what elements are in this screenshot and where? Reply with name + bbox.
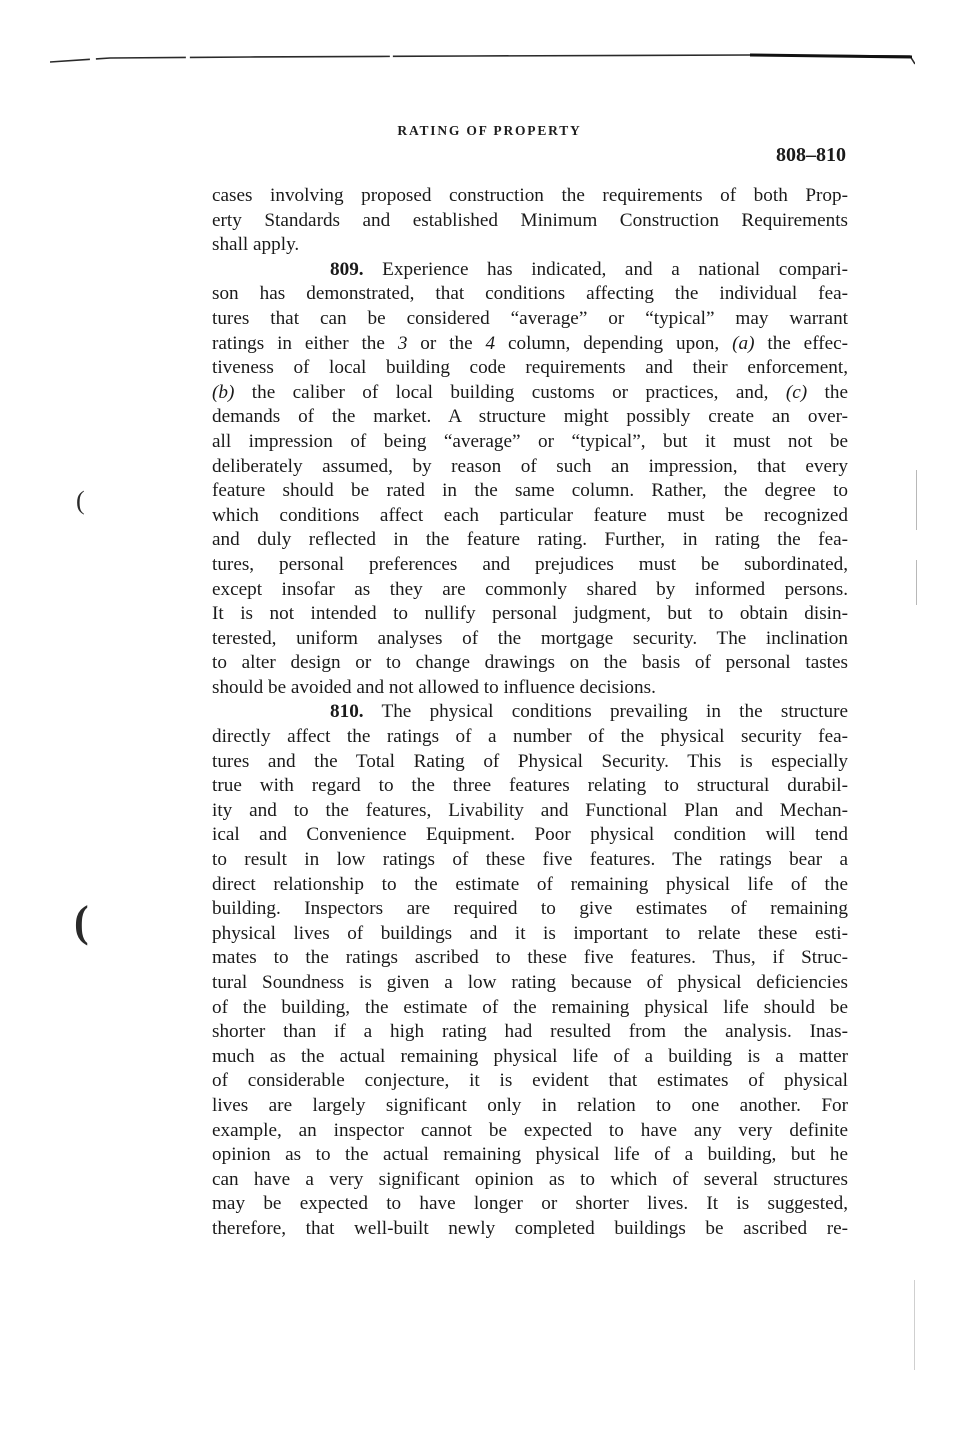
inline-text: the caliber of local building customs or practices, and,: [251, 381, 769, 403]
running-title: RATING OF PROPERTY: [397, 123, 582, 138]
text-line: tiveness of local building code requirements and their enforcement,: [212, 357, 848, 379]
text-line: lives are largely significant only in relation to one another. For: [212, 1094, 848, 1116]
text-line: deliberately assumed, by reason of such an impression, that every: [212, 455, 848, 477]
column-number: 3: [397, 332, 408, 354]
top-scan-rule: [50, 52, 915, 66]
text-line: Experience has indicated, and a national compari-: [382, 258, 848, 280]
text-line: may be expected to have longer or shorter lives. It is suggested,: [212, 1193, 848, 1215]
paragraph-number-809: 809.: [330, 258, 364, 280]
inline-text: ratings in either the: [212, 332, 385, 354]
text-line: therefore, that well-built newly completed buildings be ascribed re-: [212, 1217, 848, 1239]
text-line: feature should be rated in the same column. Rather, the degree to: [212, 480, 848, 502]
list-marker: (b): [212, 381, 235, 403]
text-line: erty Standards and established Minimum Construction Requirements: [212, 209, 848, 231]
text-line: except insofar as they are commonly shared by informed persons.: [212, 578, 848, 600]
list-marker: (c): [785, 381, 808, 403]
paragraph-number-810: 810.: [330, 701, 364, 723]
inline-text: the effec-: [767, 332, 849, 354]
body-text: [212, 184, 848, 1242]
text-line: tures and the Total Rating of Physical Security. This is especially: [212, 750, 848, 772]
text-line: It is not intended to nullify personal judgment, but to obtain disin-: [212, 603, 848, 625]
text-line: and duly reflected in the feature rating. Further, in rating the fea-: [212, 529, 848, 551]
text-line: terested, uniform analyses of the mortgage security. The inclination: [212, 627, 848, 649]
text-line: directly affect the ratings of a number of the physical security fea-: [212, 726, 848, 748]
text-line: demands of the market. A structure might possibly create an over-: [212, 406, 848, 428]
text-line: tures that can be considered “average” or “typical” may warrant: [212, 307, 848, 329]
scan-speck: [916, 560, 917, 605]
inline-text: the: [824, 381, 848, 403]
text-line: can have a very significant opinion as to which of several structures: [212, 1168, 848, 1190]
text-line: to result in low ratings of these five features. The ratings bear a: [212, 849, 848, 871]
text-line: cases involving proposed construction the requirements of both Prop-: [212, 185, 848, 206]
scan-speck: [916, 470, 917, 530]
text-line: true with regard to the three features relating to structural durabil-: [212, 775, 848, 797]
text-line: opinion as to the actual remaining physical life of a building, but he: [212, 1144, 848, 1166]
text-line: shorter than if a high rating had resulted from the analysis. Inas-: [212, 1021, 848, 1043]
text-line-items: [212, 381, 848, 406]
text-line: of considerable conjecture, it is evident that estimates of physical: [212, 1070, 848, 1092]
column-number: 4: [485, 332, 496, 354]
text-line: ity and to the features, Livability and Functional Plan and Mechan-: [212, 799, 848, 821]
text-line: physical lives of buildings and it is important to relate these esti-: [212, 922, 848, 944]
margin-bracket-mark: (: [74, 897, 89, 946]
scan-speck: [914, 1280, 915, 1370]
text-line: tural Soundness is given a low rating because of physical deficiencies: [212, 972, 848, 993]
text-line: direct relationship to the estimate of remaining physical life of the: [212, 873, 848, 895]
text-line: shall apply.: [212, 234, 300, 256]
text-line: should be avoided and not allowed to influence decisions.: [212, 676, 656, 698]
text-line: which conditions affect each particular feature must be recognized: [212, 504, 848, 526]
text-line: building. Inspectors are required to give estimates of remaining: [212, 898, 848, 920]
text-line: example, an inspector cannot be expected to have any very definite: [212, 1119, 848, 1141]
text-line: all impression of being “average” or “typical”, but it must not be: [212, 430, 848, 452]
text-line: The physical conditions prevailing in the structure: [381, 701, 848, 723]
inline-text: or the: [420, 332, 473, 354]
paragraph-809-start: [212, 258, 848, 283]
text-line: ical and Convenience Equipment. Poor physical condition will tend: [212, 824, 848, 846]
text-line: to alter design or to change drawings on the basis of personal tastes: [212, 652, 848, 674]
text-line: tures, personal preferences and prejudices must be subordinated,: [212, 553, 848, 575]
text-line-ratings: [212, 332, 848, 357]
text-line: mates to the ratings ascribed to these five features. Thus, if Struc-: [212, 947, 848, 969]
list-marker: (a): [732, 332, 755, 354]
inline-text: column, depending upon,: [507, 332, 720, 354]
text-line: of the building, the estimate of the remaining physical life should be: [212, 996, 848, 1018]
text-line: much as the actual remaining physical life of a building is a matter: [212, 1045, 848, 1067]
text-line: son has demonstrated, that conditions affecting the individual fea-: [212, 283, 848, 305]
paragraph-810-start: [212, 700, 848, 725]
page-number: 808–810: [776, 144, 846, 166]
margin-bracket-mark: (: [76, 486, 85, 515]
